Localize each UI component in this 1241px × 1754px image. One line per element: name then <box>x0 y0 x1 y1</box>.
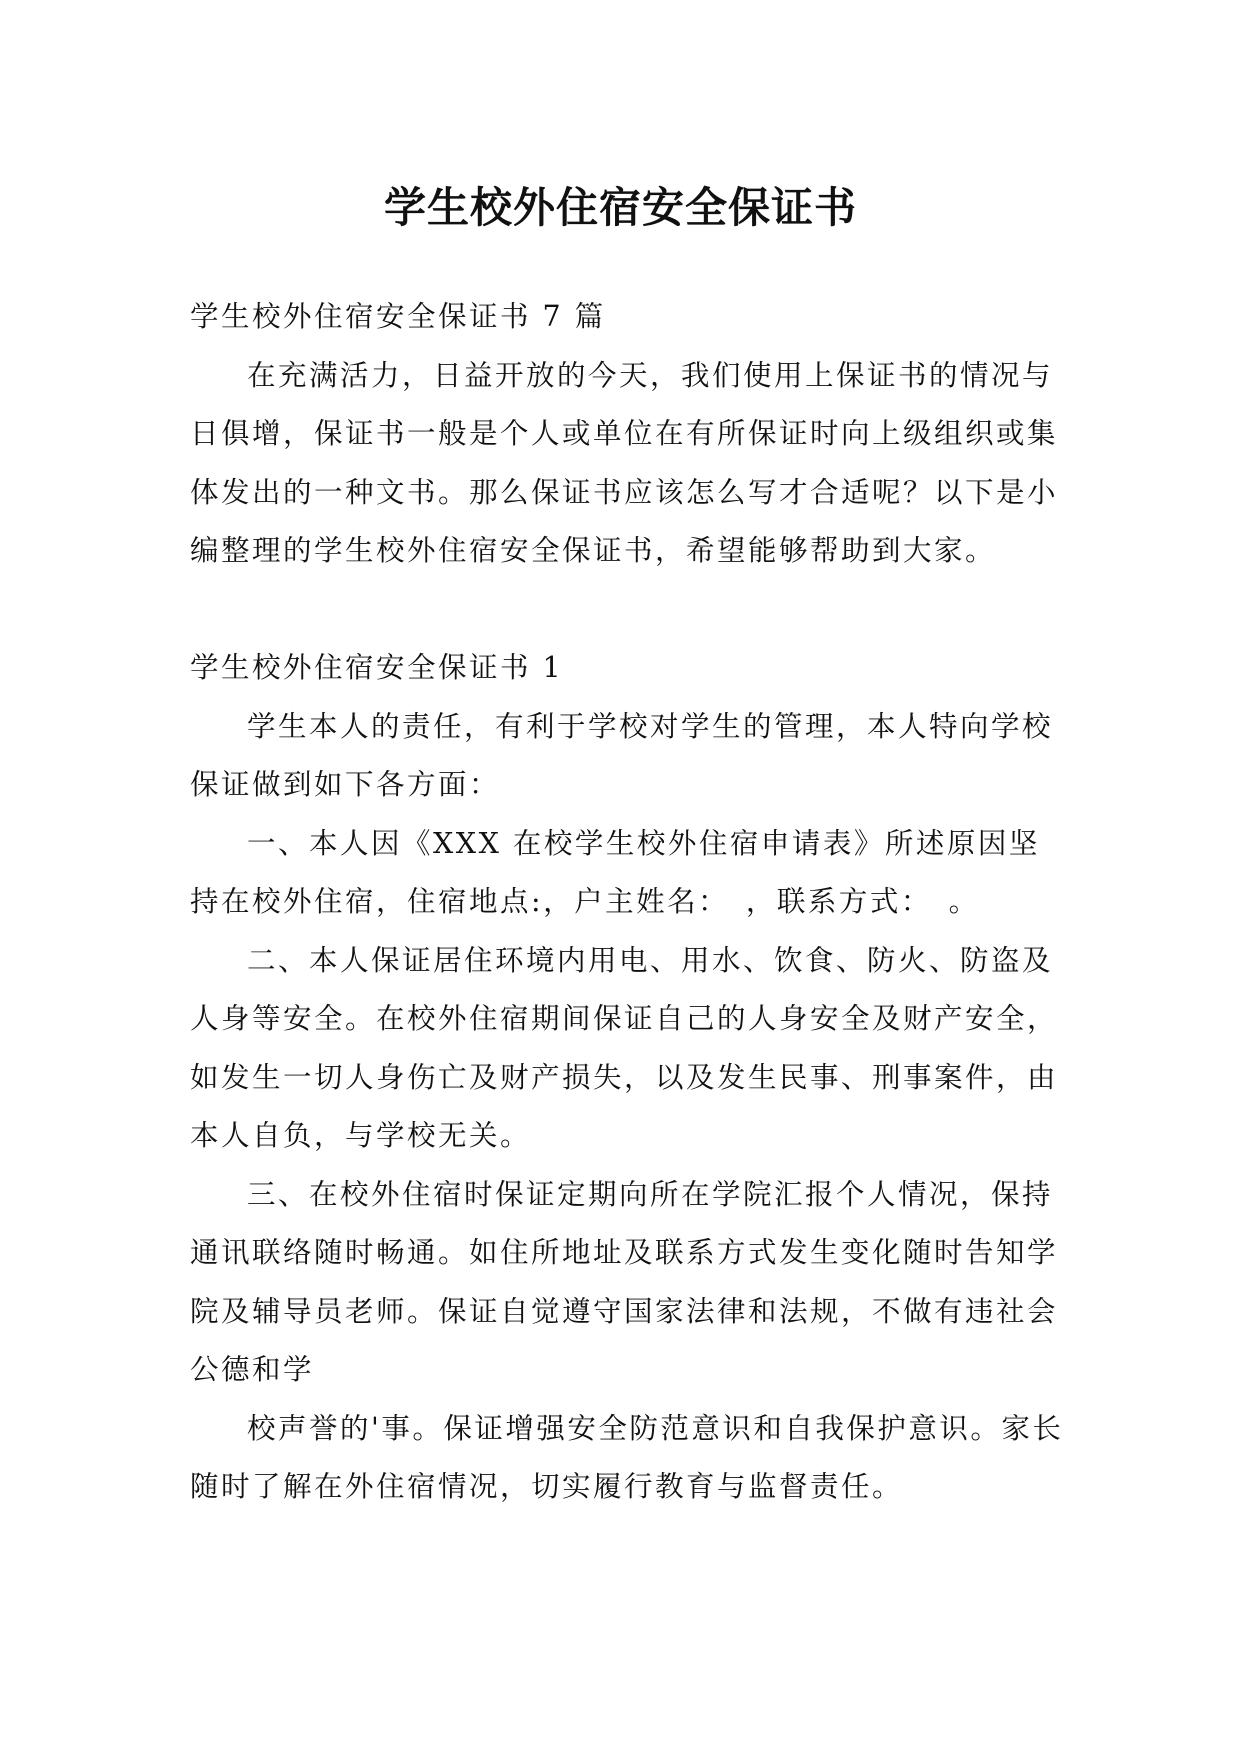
section-heading: 学生校外住宿安全保证书 1 <box>190 651 564 684</box>
section-gap <box>190 581 1070 640</box>
body-paragraph-5: 校声誉的'事。保证增强安全防范意识和自我保护意识。家长随时了解在外住宿情况，切实履行教育与监督责任。 <box>190 1411 1064 1503</box>
body-paragraph-2: 一、本人因《XXX 在校学生校外住宿申请表》所述原因坚持在校外住宿，住宿地点:，户主姓名： ，联系方式： 。 <box>190 826 1040 918</box>
document-title: 学生校外住宿安全保证书 <box>383 183 857 233</box>
document-body <box>190 288 1070 1517</box>
body-paragraph-4: 三、在校外住宿时保证定期向所在学院汇报个人情况，保持通讯联络随时畅通。如住所地址及联系方式发生变化随时告知学院及辅导员老师。保证自觉遵守国家法律和法规，不做有违社会公德和学 <box>190 1177 1059 1386</box>
body-paragraph-1: 学生本人的责任，有利于学校对学生的管理，本人特向学校保证做到如下各方面： <box>190 709 1054 801</box>
body-paragraph-3: 二、本人保证居住环境内用电、用水、饮食、防火、防盗及人身等安全。在校外住宿期间保证自己的人身安全及财产安全，如发生一切人身伤亡及财产损失，以及发生民事、刑事案件，由本人自负，与学校无关。 <box>190 943 1059 1152</box>
intro-paragraph: 在充满活力，日益开放的今天，我们使用上保证书的情况与日俱增，保证书一般是个人或单位在有所保证时向上级组织或集体发出的一种文书。那么保证书应该怎么写才合适呢？以下是小编整理的学生校外住宿安全保证书，希望能够帮助到大家。 <box>190 358 1059 567</box>
document-subtitle: 学生校外住宿安全保证书 7 篇 <box>190 300 606 333</box>
